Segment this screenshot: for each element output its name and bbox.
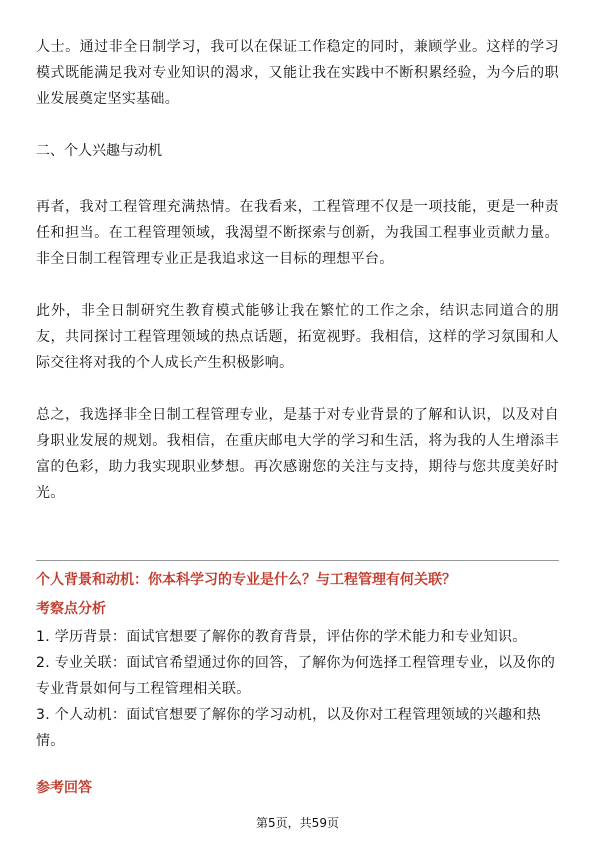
analysis-item: 3. 个人动机：面试官想要了解你的学习动机，以及你对工程管理领域的兴趣和热情。 <box>36 707 541 749</box>
paragraph-conclusion: 总之，我选择非全日制工程管理专业，是基于对专业背景的了解和认识，以及对自身职业发展的规划。我相信，在重庆邮电大学的学习和生活，将为我的人生增添丰富的色彩，助力我实现职业梦想。再次感谢您的关注与支持，期待与您共度美好时光。 <box>36 407 559 501</box>
section-heading: 二、个人兴趣与动机 <box>36 143 162 159</box>
interview-question-block <box>36 568 559 754</box>
analysis-title: 考察点分析 <box>36 601 106 617</box>
paragraph-continuation: 人士。通过非全日制学习，我可以在保证工作稳定的同时，兼顾学业。这样的学习模式既能满足我对专业知识的渴求，又能让我在实践中不断积累经验，为今后的职业发展奠定坚实基础。 <box>36 39 559 107</box>
paragraph-additionally: 此外，非全日制研究生教育模式能够让我在繁忙的工作之余，结识志同道合的朋友，共同探讨工程管理领域的热点话题，拓宽视野。我相信，这样的学习氛围和人际交往将对我的个人成长产生积极影响。 <box>36 303 559 371</box>
question-title: 个人背景和动机：你本科学习的专业是什么？与工程管理有何关联？ <box>36 572 456 588</box>
page-number: 第5页，共59页 <box>256 816 339 830</box>
analysis-item: 2. 专业关联：面试官希望通过你的回答，了解你为何选择工程管理专业，以及你的专业背景如何与工程管理相关联。 <box>36 655 556 697</box>
paragraph-interest: 再者，我对工程管理充满热情。在我看来，工程管理不仅是一项技能，更是一种责任和担当。在工程管理领域，我渴望不断探索与创新，为我国工程事业贡献力量。非全日制工程管理专业正是我追求这一目标的理想平台。 <box>36 199 559 267</box>
body-text <box>36 34 559 532</box>
analysis-item: 1. 学历背景：面试官想要了解你的教育背景，评估你的学术能力和专业知识。 <box>36 629 527 645</box>
section-divider <box>36 560 559 561</box>
reference-answer-title: 参考回答 <box>36 780 92 796</box>
